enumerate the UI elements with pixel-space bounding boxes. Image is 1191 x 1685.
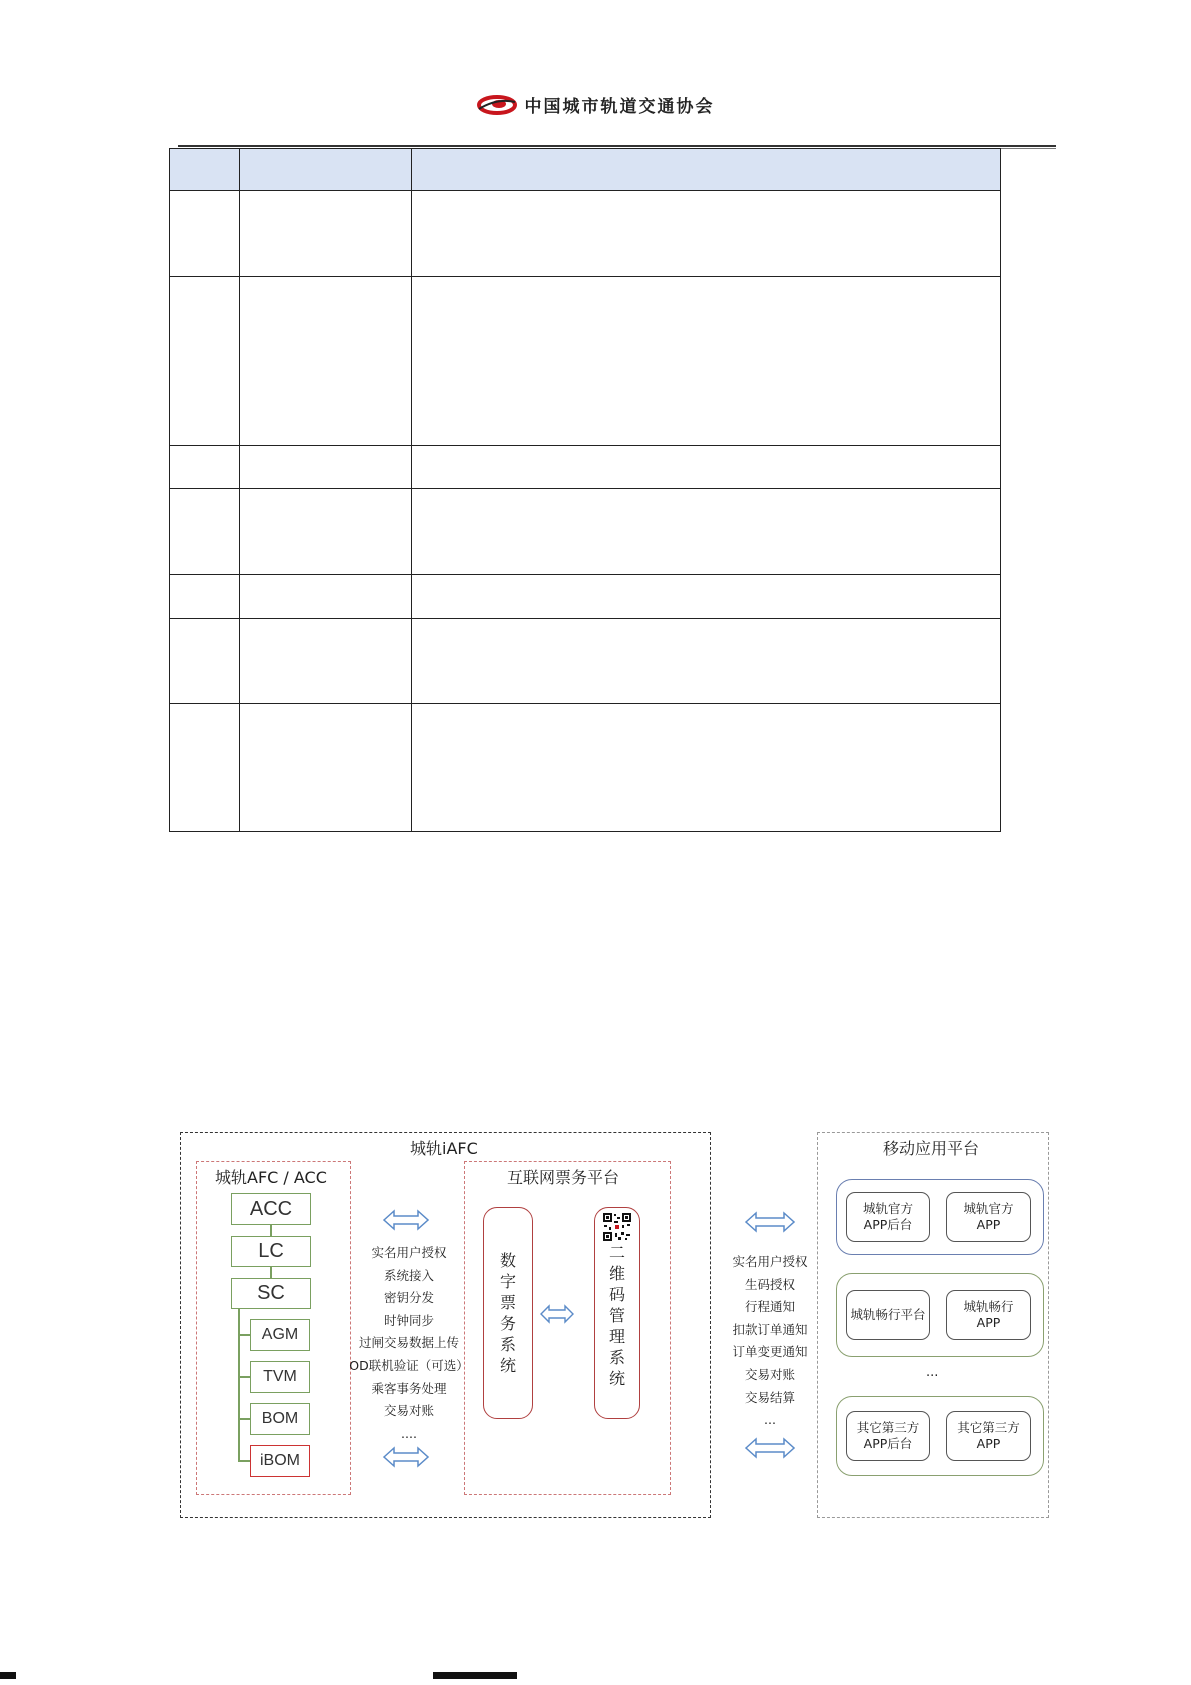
- list-item: OD联机验证（可选）: [349, 1357, 469, 1373]
- table-header-row: [170, 149, 1001, 191]
- list-item: 系统接入: [383, 1267, 434, 1283]
- device-trunk: [238, 1309, 240, 1461]
- changxing-platform: [846, 1290, 930, 1340]
- connector: [238, 1376, 250, 1378]
- list-item: 行程通知: [744, 1299, 795, 1315]
- lc-node: LC: [231, 1236, 311, 1267]
- content-table: [169, 148, 1001, 832]
- page-edge-artifact: [433, 1672, 517, 1679]
- qr-code-management-system: [594, 1207, 640, 1419]
- table-row: [170, 704, 1001, 832]
- list-item: ....: [401, 1425, 417, 1441]
- list-item: 交易结算: [744, 1389, 795, 1405]
- table-row: [170, 575, 1001, 619]
- list-item: 密钥分发: [383, 1290, 434, 1306]
- page-header: [0, 92, 1191, 128]
- vertical-char: 字: [499, 1272, 516, 1291]
- org-name: 中国城市轨道交通协会: [524, 97, 715, 117]
- pill-text: APP: [976, 1436, 1001, 1451]
- tvm-device: TVM: [250, 1361, 310, 1393]
- digital-ticket-system: [483, 1207, 533, 1419]
- list-item: 实名用户授权: [732, 1254, 808, 1269]
- table-row: [170, 446, 1001, 489]
- official-app-backend: [846, 1192, 930, 1242]
- table-row: [170, 277, 1001, 446]
- vertical-char: 统: [499, 1356, 516, 1375]
- connector: [238, 1418, 250, 1420]
- pill-text: APP后台: [863, 1436, 913, 1451]
- bom-device: BOM: [250, 1403, 310, 1435]
- vertical-char: 数: [499, 1251, 516, 1270]
- org-logo: [477, 92, 715, 117]
- vertical-char: 二: [608, 1243, 625, 1262]
- list-item: ...: [764, 1412, 776, 1428]
- list-item: 时钟同步: [383, 1312, 434, 1328]
- iafc-title: 城轨iAFC: [410, 1139, 478, 1158]
- afc-panel-title: 城轨AFC / ACC: [215, 1168, 327, 1187]
- page-edge-artifact: [0, 1672, 16, 1679]
- pill-text: 城轨畅行平台: [850, 1307, 926, 1322]
- vertical-char: 维: [608, 1264, 625, 1283]
- pill-text: APP: [976, 1217, 1001, 1232]
- vertical-char: 理: [608, 1327, 625, 1346]
- vertical-char: 系: [499, 1335, 516, 1354]
- third-party-app: [946, 1411, 1031, 1461]
- list-item: 订单变更通知: [732, 1344, 808, 1360]
- pill-text: 城轨畅行: [963, 1299, 1014, 1314]
- changxing-app: [946, 1290, 1031, 1340]
- double-arrow-icon: [745, 1437, 795, 1459]
- official-app: [946, 1192, 1031, 1242]
- pill-text: APP: [976, 1315, 1001, 1330]
- vertical-char: 务: [499, 1314, 516, 1333]
- list-item: 过闸交易数据上传: [358, 1335, 459, 1351]
- list-item: 交易对账: [744, 1366, 795, 1382]
- agm-device: AGM: [250, 1319, 310, 1351]
- connector: [238, 1334, 250, 1336]
- ellipsis: ...: [926, 1365, 939, 1380]
- pill-text: APP后台: [863, 1217, 913, 1232]
- list-item: 交易对账: [383, 1403, 434, 1419]
- pill-text: 其它第三方: [856, 1420, 920, 1435]
- vertical-char: 码: [608, 1285, 625, 1304]
- list-item: 乘客事务处理: [371, 1380, 447, 1396]
- connector: [270, 1225, 272, 1236]
- double-arrow-icon: [383, 1209, 429, 1231]
- afc-interface-list: [344, 1242, 474, 1445]
- header-rule: [178, 145, 1056, 147]
- ibom-device: iBOM: [250, 1445, 310, 1477]
- pill-text: 城轨官方: [862, 1201, 913, 1216]
- table-row: [170, 619, 1001, 704]
- vertical-char: 统: [608, 1369, 625, 1388]
- table-row: [170, 191, 1001, 277]
- org-emblem-icon: [477, 94, 517, 116]
- pill-text: 其它第三方: [957, 1420, 1020, 1435]
- vertical-char: 票: [499, 1293, 516, 1312]
- double-arrow-icon: [540, 1304, 574, 1324]
- double-arrow-icon: [745, 1211, 795, 1233]
- list-item: 扣款订单通知: [732, 1321, 808, 1337]
- vertical-char: 系: [608, 1348, 625, 1367]
- mobile-interface-list: [720, 1251, 820, 1432]
- third-party-backend: [846, 1411, 930, 1461]
- acc-node: ACC: [231, 1193, 311, 1225]
- internet-platform-title: 互联网票务平台: [507, 1168, 620, 1187]
- table-row: [170, 489, 1001, 575]
- list-item: 实名用户授权: [371, 1245, 447, 1260]
- double-arrow-icon: [383, 1446, 429, 1468]
- qr-code-icon: [602, 1212, 632, 1242]
- mobile-platform-title: 移动应用平台: [883, 1139, 980, 1158]
- list-item: 生码授权: [744, 1276, 795, 1292]
- vertical-char: 管: [608, 1306, 625, 1325]
- pill-text: 城轨官方: [963, 1201, 1014, 1216]
- sc-node: SC: [231, 1278, 311, 1309]
- connector: [238, 1460, 250, 1462]
- connector: [270, 1267, 272, 1278]
